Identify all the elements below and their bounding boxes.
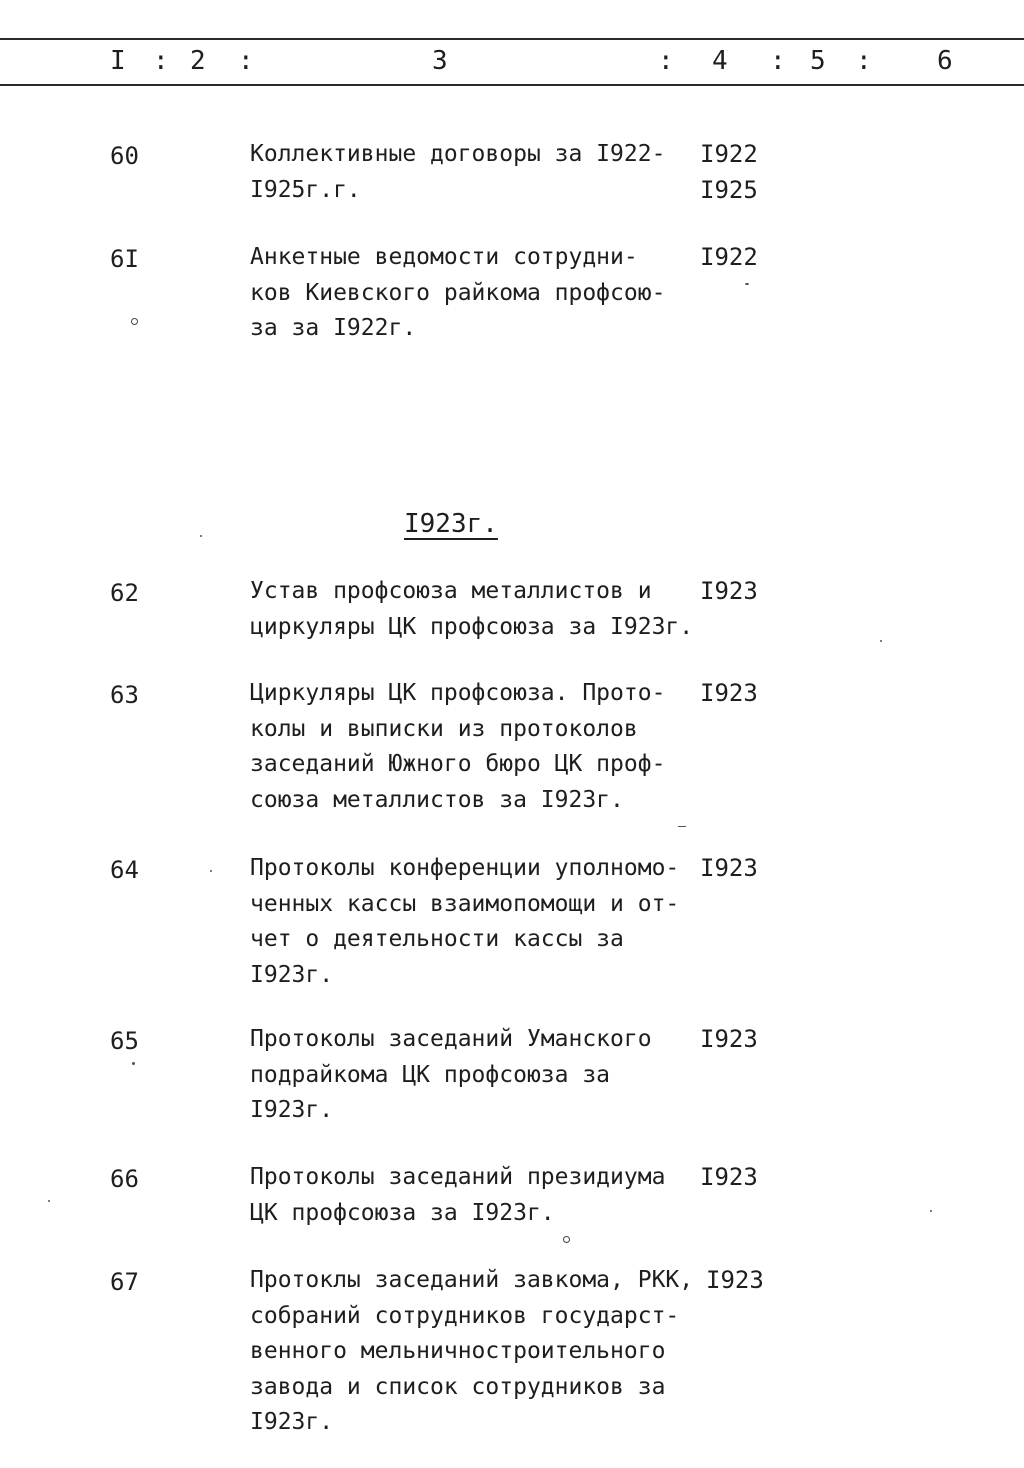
entry-number: 64 xyxy=(110,856,139,884)
column-header-separator: : xyxy=(770,46,786,76)
entry-text-line: за за I922г. xyxy=(250,315,417,341)
entry-date: I923 xyxy=(700,1025,758,1053)
entry-text-line: собраний сотрудников государст- xyxy=(250,1302,680,1329)
entry-dates xyxy=(700,676,758,712)
column-header-separator: : xyxy=(658,46,674,76)
entry-dates xyxy=(700,240,758,276)
entry-text-line: I925г.г. xyxy=(250,176,361,203)
entry-text-line: Устав профсоюза металлистов и xyxy=(250,578,652,604)
entry-text-line: колы и выписки из протоколов xyxy=(250,715,638,742)
entry-number: 6I xyxy=(110,245,139,273)
entry-text-line: ЦК профсоюза за I923г. xyxy=(250,1199,555,1226)
column-header-6: 6 xyxy=(937,46,953,76)
scan-speck xyxy=(131,318,138,325)
column-header-separator: : xyxy=(856,46,872,76)
entry-number: 66 xyxy=(110,1165,139,1193)
entry-number: 62 xyxy=(110,579,139,607)
column-header-2: 2 xyxy=(190,46,206,76)
entry-date: I923 xyxy=(700,854,758,882)
column-header-separator: : xyxy=(238,46,254,76)
entry-text-line: подрайкома ЦК профсоюза за xyxy=(250,1061,611,1088)
scan-speck xyxy=(200,535,202,537)
entry-description xyxy=(250,137,700,208)
entry-text-line: Протоклы заседаний завкома, РКК, xyxy=(250,1267,694,1293)
column-header-4: 4 xyxy=(712,46,728,76)
entry-dates xyxy=(700,851,758,887)
entry-date-end: I925 xyxy=(700,175,758,204)
scan-speck xyxy=(563,1236,570,1243)
entry-text-line: Протоколы заседаний Уманского xyxy=(250,1026,652,1052)
entry-text-line: I923г. xyxy=(250,1097,334,1123)
scan-speck xyxy=(880,640,882,642)
entry-date: I922 xyxy=(700,243,758,271)
entry-number: 60 xyxy=(110,142,139,170)
entry-dates xyxy=(700,1160,758,1196)
entry-text-line: союза металлистов за I923г. xyxy=(250,786,624,813)
scan-speck xyxy=(930,1210,932,1212)
entry-text-line: Анкетные ведомости сотрудни- xyxy=(250,244,638,270)
entry-dates xyxy=(700,574,758,610)
entry-description xyxy=(250,574,700,645)
entry-text-line: заседаний Южного бюро ЦК проф- xyxy=(250,751,666,777)
entry-dates xyxy=(706,1263,764,1299)
column-header-1: I xyxy=(110,46,126,76)
entry-date: I923 xyxy=(700,1163,758,1191)
scan-speck xyxy=(678,826,686,827)
scan-speck xyxy=(48,1200,50,1202)
entry-description xyxy=(250,1263,700,1441)
entry-number: 63 xyxy=(110,681,139,709)
entry-number: 65 xyxy=(110,1027,139,1055)
column-header-separator: : xyxy=(153,46,169,76)
entry-text-line: ченных кассы взаимопомощи и от- xyxy=(250,890,680,917)
entry-dates xyxy=(700,1022,758,1058)
scan-speck xyxy=(132,1062,135,1065)
entry-dates xyxy=(700,137,758,208)
entry-text-line: циркуляры ЦК профсоюза за I923г. xyxy=(250,613,694,640)
entry-text-line: Протоколы конференции уполномо- xyxy=(250,855,680,881)
entry-description xyxy=(250,851,700,993)
entry-description xyxy=(250,1022,700,1129)
entry-date: I923 xyxy=(700,577,758,605)
scan-speck xyxy=(210,870,212,872)
entry-text-line: ков Киевского райкома профсою- xyxy=(250,279,666,306)
entry-text-line: Циркуляры ЦК профсоюза. Прото- xyxy=(250,680,666,706)
entry-text-line: завода и список сотрудников за xyxy=(250,1373,666,1400)
entry-date: I923 xyxy=(700,679,758,707)
entry-description xyxy=(250,1160,700,1231)
entry-text-line: I923г. xyxy=(250,1409,334,1435)
header-bottom-rule xyxy=(0,84,1024,86)
entry-number: 67 xyxy=(110,1268,139,1296)
entry-text-line: Коллективные договоры за I922- xyxy=(250,141,666,167)
entry-text-line: Протоколы заседаний президиума xyxy=(250,1164,666,1190)
scan-speck xyxy=(745,283,749,285)
header-top-rule xyxy=(0,38,1024,40)
entry-description xyxy=(250,676,700,818)
entry-text-line: чет о деятельности кассы за xyxy=(250,926,624,952)
entry-description xyxy=(250,240,700,347)
column-header-5: 5 xyxy=(810,46,826,76)
entry-date: I923 xyxy=(706,1266,764,1294)
entry-text-line: венного мельничностроительного xyxy=(250,1338,666,1364)
column-header-3: 3 xyxy=(432,46,448,76)
entry-date-start: I922 xyxy=(700,140,758,168)
section-heading-year: I923г. xyxy=(404,509,498,539)
entry-text-line: I923г. xyxy=(250,961,334,988)
